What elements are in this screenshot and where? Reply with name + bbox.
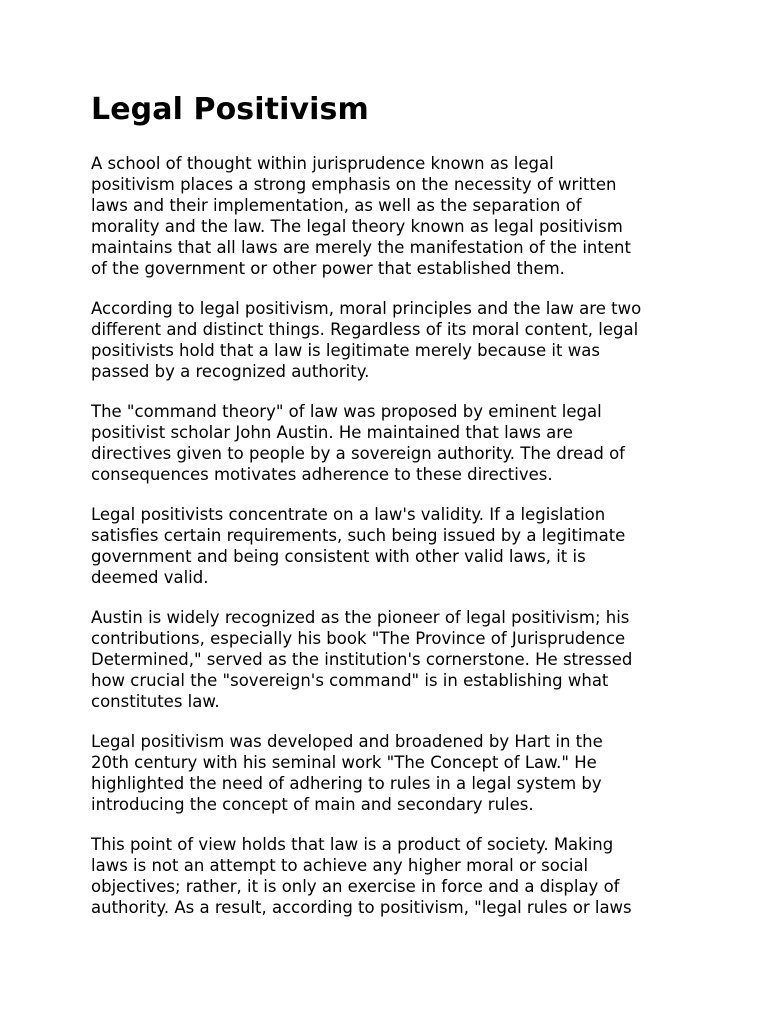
document-page <box>91 90 691 937</box>
paragraph-5: Austin is widely recognized as the pioneer of legal positivism; his contributions, especially his book "The Province of Jurisprudence Determined," served as the institution's cornerstone. He stressed how crucial the "sovereign's command" is in establishing what constitutes law. <box>91 608 633 711</box>
paragraph-1: A school of thought within jurisprudence known as legal positivism places a strong emphasis on the necessity of written laws and their implementation, as well as the separation of morality and the law. The legal theory known as legal positivism maintains that all laws are merely the manifestation of the intent of the government or other power that established them. <box>91 154 631 278</box>
paragraph-3: The "command theory" of law was proposed by eminent legal positivist scholar John Austin. He maintained that laws are directives given to people by a sovereign authority. The dread of consequences motivates adherence to these directives. <box>91 402 625 484</box>
paragraph-4: Legal positivists concentrate on a law's validity. If a legislation satisfies certain requirements, such being issued by a legitimate government and being consistent with other valid laws, it is deemed valid. <box>91 505 626 587</box>
paragraph-6: Legal positivism was developed and broadened by Hart in the 20th century with his seminal work "The Concept of Law." He highlighted the need of adhering to rules in a legal system by introducing the concept of main and secondary rules. <box>91 732 603 814</box>
paragraph-2: According to legal positivism, moral principles and the law are two different and distinct things. Regardless of its moral content, legal positivists hold that a law is legitimate merely because it was passed by a recognized authority. <box>91 299 642 381</box>
paragraph-7: This point of view holds that law is a product of society. Making laws is not an attempt to achieve any higher moral or social objectives; rather, it is only an exercise in force and a display of authority. As a result, according to positivism, "legal rules or laws <box>91 835 632 917</box>
document-title: Legal Positivism <box>91 92 369 127</box>
